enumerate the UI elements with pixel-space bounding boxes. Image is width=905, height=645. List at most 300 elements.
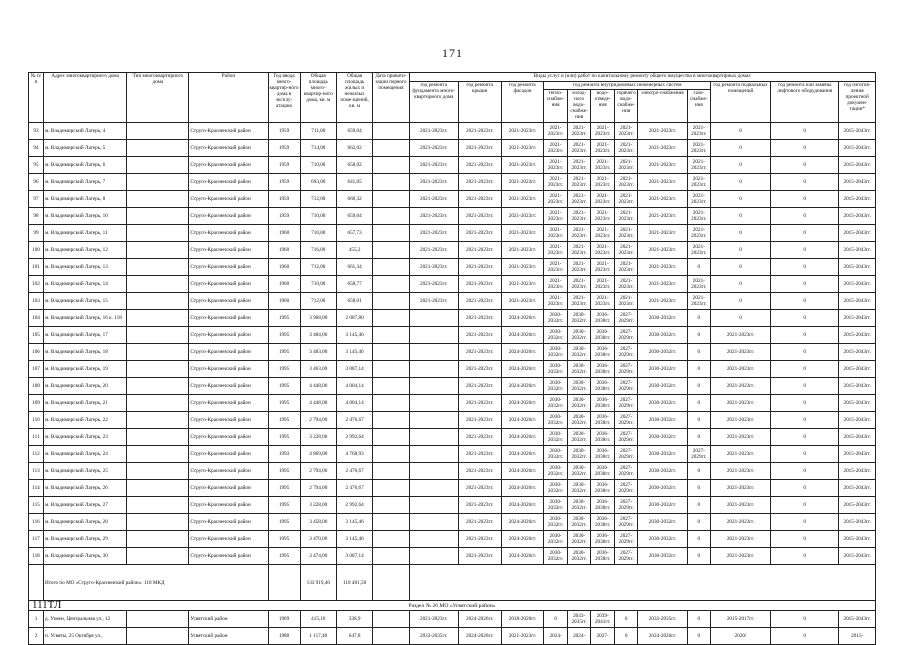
col-living-area: Общая площадь жилых и нежилых поме-щений, кв. м [336, 73, 372, 123]
cell-living-area: 455,2 [336, 242, 372, 259]
cell-estimate: 2015-2043гг. [839, 412, 876, 429]
cell-gas: 0 [687, 548, 711, 565]
cell-living-area: 661,34 [336, 259, 372, 276]
cell-total-area: 710,00 [300, 225, 336, 242]
cell-district: Струго-Красненский район [189, 208, 268, 225]
cell-sewerage: 2021-2023гг. [591, 259, 615, 276]
cell-heating: 2030-2032гг. [544, 446, 568, 463]
cell-type [127, 242, 189, 259]
col-foundation: год ремонта фундамента много-квартирного дома [409, 82, 458, 123]
cell-privat [373, 463, 409, 480]
cell-district: Струго-Красненский район [189, 174, 268, 191]
cell-living-area: 3 145,46 [336, 514, 372, 531]
cell-address: м. Владимирский Лагерь, 15 [43, 293, 126, 310]
table-row [29, 344, 876, 361]
cell-heating: 2030-2032гг. [544, 395, 568, 412]
cell-district: Струго-Красненский район [189, 480, 268, 497]
cell-sewerage: 2036-2038гг. [591, 344, 615, 361]
cell-elevator: 0 [770, 611, 838, 628]
cell-foundation: 2021-2023гг. [409, 208, 458, 225]
cell-elevator: 0 [770, 480, 838, 497]
col-basement: год ремонта подвальных помещений [711, 82, 771, 123]
col-cold-water: холод-ного водо-снабже-ния [567, 90, 591, 123]
cell-type [127, 344, 189, 361]
cell-gas: 2021-2023гг. [687, 225, 711, 242]
cell-type [127, 548, 189, 565]
cell-privat [373, 548, 409, 565]
cell-num: 93 [29, 123, 44, 140]
cell-type [127, 361, 189, 378]
cell-year: 1959 [268, 140, 300, 157]
cell-num: 102 [29, 276, 44, 293]
cell-electricity: 2030-2032гг. [638, 412, 687, 429]
cell-elevator: 0 [770, 497, 838, 514]
cell-elevator: 0 [770, 123, 838, 140]
cell-hot-water: 0 [614, 611, 638, 628]
cell-total-area: 3 228,00 [300, 429, 336, 446]
cell-facade: 2024-2026гг. [501, 361, 544, 378]
cell-total-area: 3 483,00 [300, 344, 336, 361]
table-row [29, 310, 876, 327]
cell-foundation [409, 480, 458, 497]
cell-estimate: 2015-2043гг. [839, 531, 876, 548]
cell-address: м. Владимирский Лагерь, 5 [43, 140, 126, 157]
cell-facade: 2024-2026гг. [501, 327, 544, 344]
cell-total-area: 4 448,00 [300, 395, 336, 412]
cell-heating: 2030-2032гг. [544, 429, 568, 446]
cell-year: 1995 [268, 548, 300, 565]
cell-roof: 2021-2023гг. [458, 395, 501, 412]
cell-sewerage: 2021-2023гг. [591, 208, 615, 225]
cell-hot-water: 2021-2023гг. [614, 225, 638, 242]
cell-foundation [409, 412, 458, 429]
cell-facade: 2021-2023гг. [501, 225, 544, 242]
cell-living-area: 3 145,46 [336, 531, 372, 548]
cell-privat [373, 242, 409, 259]
cell-district: Струго-Красненский район [189, 497, 268, 514]
cell-district: Струго-Красненский район [189, 378, 268, 395]
cell-privat [373, 191, 409, 208]
cell-num: 2 [29, 628, 44, 645]
cell-privat [373, 276, 409, 293]
cell-year: 1995 [268, 429, 300, 446]
cell-year: 1960 [268, 259, 300, 276]
table-header [29, 73, 876, 123]
cell-total-area: 693,00 [300, 174, 336, 191]
cell-facade: 2024-2026гг. [501, 497, 544, 514]
cell-electricity: 2030-2032гг. [638, 497, 687, 514]
cell-year: 1995 [268, 497, 300, 514]
cell-cold-water: 2021-2023гг. [567, 208, 591, 225]
cell-type [127, 276, 189, 293]
cell-foundation [409, 327, 458, 344]
cell-electricity: 2021-2023гг. [638, 157, 687, 174]
table-row [29, 497, 876, 514]
cell-facade: 2018-2020гг. [501, 611, 544, 628]
cell-address: м. Владимирский Лагерь, 30 [43, 548, 126, 565]
cell-foundation [409, 395, 458, 412]
cell-estimate: 2015-2043гг. [839, 480, 876, 497]
cell-privat [373, 480, 409, 497]
cell-cold-water: 2021-2023гг. [567, 242, 591, 259]
cell-estimate: 2015-2043гг. [839, 429, 876, 446]
cell-gas: 0 [687, 497, 711, 514]
cell-hot-water: 2027-2029гг. [614, 480, 638, 497]
cell-cold-water: 2030-2032гг. [567, 531, 591, 548]
cell-sewerage: 2036-2038гг. [591, 412, 615, 429]
cell-cold-water: 2030-2032гг. [567, 344, 591, 361]
cell-estimate: 2015-2043гг. [839, 276, 876, 293]
cell-basement: 0 [711, 140, 771, 157]
cell-cold-water: 2030-2032гг. [567, 497, 591, 514]
cell-address: д. Узмен, Центральная ул., 12 [43, 611, 126, 628]
cell-living-area: 658,77 [336, 276, 372, 293]
cell-basement: 2021-2023гг. [711, 514, 771, 531]
cell-type [127, 327, 189, 344]
cell-gas: 0 [687, 259, 711, 276]
cell-basement: 2021-2023гг. [711, 412, 771, 429]
cell-estimate: 2015-2043гг. [839, 123, 876, 140]
cell-district: Струго-Красненский район [189, 548, 268, 565]
cell-sewerage: 2036-2038гг. [591, 514, 615, 531]
cell-electricity: 2033-2035гг. [638, 611, 687, 628]
cell-type [127, 463, 189, 480]
cell-num: 110 [29, 412, 44, 429]
cell-total-area: 415,10 [300, 611, 336, 628]
col-year: Год ввода много-квартир-ного дома в эксплу-атацию [268, 73, 300, 123]
cell-foundation [409, 429, 458, 446]
cell-privat [373, 429, 409, 446]
cell-type [127, 446, 189, 463]
cell-roof: 2021-2023гг. [458, 412, 501, 429]
cell-num: 115 [29, 497, 44, 514]
cell-total-area: 2 794,00 [300, 480, 336, 497]
cell-roof: 2021-2023гг. [458, 446, 501, 463]
cell-foundation [409, 463, 458, 480]
cell-hot-water: 2027-2029гг. [614, 463, 638, 480]
cell-gas: 0 [687, 361, 711, 378]
col-num: № п/п [29, 73, 44, 123]
cell-basement: 0 [711, 123, 771, 140]
cell-estimate: 2015-2043гг. [839, 395, 876, 412]
cell-type [127, 412, 189, 429]
cell-roof: 2021-2023гг. [458, 259, 501, 276]
cell-hot-water: 2027-2029гг. [614, 514, 638, 531]
cell-facade: 2021-2023гг. [501, 259, 544, 276]
cell-electricity: 2030-2032гг. [638, 446, 687, 463]
cell-roof: 2021-2023гг. [458, 514, 501, 531]
cell-cold-water: 2021-2023гг. [567, 293, 591, 310]
cell-hot-water: 2021-2023гг. [614, 276, 638, 293]
cell-electricity: 2030-2032гг. [638, 344, 687, 361]
cell-privat [373, 514, 409, 531]
table-row [29, 611, 876, 628]
cell-sewerage: 2036-2038гг. [591, 531, 615, 548]
cell-address: м. Владимирский Лагерь, 13 [43, 259, 126, 276]
cell-foundation [409, 446, 458, 463]
cell-roof: 2021-2023гг. [458, 208, 501, 225]
cell-electricity: 2030-2032гг. [638, 463, 687, 480]
cell-num: 103 [29, 293, 44, 310]
cell-privat [373, 446, 409, 463]
cell-sewerage: 2039-2041гг. [591, 611, 615, 628]
cell-roof: 2021-2023гг. [458, 548, 501, 565]
cell-sewerage: 2021-2023гг. [591, 174, 615, 191]
cell-living-area: 3 145,46 [336, 327, 372, 344]
cell-roof: 2024-2026гг. [458, 611, 501, 628]
cell-elevator: 0 [770, 395, 838, 412]
total-living-area-value: 118 481,50 [336, 565, 372, 601]
cell-hot-water: 2027-2029гг. [614, 361, 638, 378]
cell-electricity: 2021-2023гг. [638, 191, 687, 208]
cell-total-area: 3 484,00 [300, 327, 336, 344]
cell-total-area: 1 117,40 [300, 628, 336, 645]
cell-roof: 2021-2023гг. [458, 344, 501, 361]
cell-total-area: 710,00 [300, 276, 336, 293]
cell-elevator: 0 [770, 531, 838, 548]
cell-privat [373, 259, 409, 276]
cell-estimate: 2015-2043гг. [839, 293, 876, 310]
cell-heating: 2021-2023гг. [544, 208, 568, 225]
cell-type [127, 225, 189, 242]
cell-year: 1995 [268, 531, 300, 548]
cell-living-area: 338,9 [336, 611, 372, 628]
cell-foundation: 2021-2023гг. [409, 276, 458, 293]
cell-elevator: 0 [770, 174, 838, 191]
cell-num: 118 [29, 548, 44, 565]
cell-elevator: 0 [770, 208, 838, 225]
cell-roof: 2021-2023гг. [458, 361, 501, 378]
cell-electricity: 2030-2032гг. [638, 310, 687, 327]
table-row [29, 446, 876, 463]
cell-living-area: 658,01 [336, 293, 372, 310]
cell-roof: 2021-2023гг. [458, 242, 501, 259]
cell-hot-water: 2027-2029гг. [614, 310, 638, 327]
cell-cold-water: 2030-2032гг. [567, 514, 591, 531]
cell-basement: 2021-2023гг. [711, 548, 771, 565]
cell-type [127, 191, 189, 208]
cell-privat [373, 531, 409, 548]
cell-heating: 2030-2032гг. [544, 412, 568, 429]
cell-cold-water: 2021-2023гг. [567, 157, 591, 174]
cell-sewerage: 2021-2023гг. [591, 225, 615, 242]
cell-type [127, 140, 189, 157]
cell-roof: 2021-2023гг. [458, 123, 501, 140]
cell-gas: 0 [687, 611, 711, 628]
cell-heating: 2030-2032гг. [544, 310, 568, 327]
cell-foundation: 2021-2023гг. [409, 157, 458, 174]
cell-electricity: 2030-2032гг. [638, 361, 687, 378]
cell-facade: 2024-2026гг. [501, 514, 544, 531]
cell-hot-water: 2027-2029гг. [614, 429, 638, 446]
cell-hot-water: 2027-2029гг. [614, 548, 638, 565]
cell-year: 1959 [268, 157, 300, 174]
cell-year: 1995 [268, 395, 300, 412]
cell-roof: 2021-2023гг. [458, 174, 501, 191]
cell-hot-water: 2027-2029гг. [614, 395, 638, 412]
cell-living-area: 2 087,80 [336, 310, 372, 327]
col-works-group: Виды услуг и (или) работ по капитальному ремонту общего имущества в многоквартирных домах [409, 73, 875, 82]
cell-hot-water: 2027-2029гг. [614, 531, 638, 548]
cell-num: 97 [29, 191, 44, 208]
cell-living-area: 662,02 [336, 140, 372, 157]
cell-privat [373, 327, 409, 344]
cell-address: м. Владимирский Лагерь, 11 [43, 225, 126, 242]
cell-roof: 2021-2023гг. [458, 327, 501, 344]
cell-basement: 2021-2023гг. [711, 531, 771, 548]
col-electricity: электро-снабжения [638, 90, 687, 123]
cell-gas: 0 [687, 628, 711, 645]
cell-privat [373, 344, 409, 361]
cell-facade: 2024-2026гг. [501, 310, 544, 327]
cell-facade: 2021-2023гг. [501, 208, 544, 225]
cell-basement: 0 [711, 242, 771, 259]
cell-year: 1960 [268, 293, 300, 310]
cell-estimate: 2015-2043гг. [839, 191, 876, 208]
cell-privat [373, 310, 409, 327]
table-row [29, 242, 876, 259]
cell-num: 116 [29, 514, 44, 531]
cell-electricity: 2030-2032гг. [638, 548, 687, 565]
total-label: Итого по МО «Струго-Красненский район»: 118 МКД [43, 565, 268, 601]
cell-gas: 2027-2029гг. [687, 446, 711, 463]
cell-sewerage: 2036-2038гг. [591, 497, 615, 514]
cell-sewerage: 2036-2038гг. [591, 378, 615, 395]
cell-heating: 2030-2032гг. [544, 531, 568, 548]
total-row [29, 565, 876, 601]
cell-privat [373, 378, 409, 395]
cell-address: м. Владимирский Лагерь, 27 [43, 497, 126, 514]
cell-electricity: 2021-2023гг. [638, 276, 687, 293]
cell-basement: 2021-2023гг. [711, 327, 771, 344]
cell-living-area: 2 476,67 [336, 412, 372, 429]
cell-num: 117 [29, 531, 44, 548]
cell-privat [373, 225, 409, 242]
cell-heating: 2030-2032гг. [544, 327, 568, 344]
cell-foundation [409, 497, 458, 514]
cell-basement: 0 [711, 310, 771, 327]
cell-elevator: 0 [770, 293, 838, 310]
section-row [29, 601, 876, 611]
col-total-area: Общая площадь много-квартир-ного дома, кв. м [300, 73, 336, 123]
cell-basement: 2021-2023гг. [711, 446, 771, 463]
cell-estimate: 2015-2043гг. [839, 310, 876, 327]
cell-electricity: 2030-2032гг. [638, 531, 687, 548]
cell-sewerage: 2036-2038гг. [591, 548, 615, 565]
cell-sewerage: 2021-2023гг. [591, 242, 615, 259]
cell-gas: 0 [687, 327, 711, 344]
cell-heating: 2030-2032гг. [544, 480, 568, 497]
cell-sewerage: 2036-2038гг. [591, 395, 615, 412]
cell-address: м. Владимирский Лагерь, 26 [43, 480, 126, 497]
cell-elevator: 0 [770, 446, 838, 463]
cell-total-area: 710,00 [300, 208, 336, 225]
cell-gas: 2021-2023гг. [687, 174, 711, 191]
table-row [29, 140, 876, 157]
cell-hot-water: 2027-2029гг. [614, 412, 638, 429]
cell-num: 1 [29, 611, 44, 628]
cell-heating: 2021-2023гг. [544, 225, 568, 242]
cell-hot-water: 2021-2023гг. [614, 293, 638, 310]
cell-hot-water: 2027-2029гг. [614, 344, 638, 361]
cell-roof: 2021-2023гг. [458, 225, 501, 242]
cell-living-area: 647,8 [336, 628, 372, 645]
cell-sewerage: 2036-2038гг. [591, 310, 615, 327]
cell-total-area: 2 794,00 [300, 463, 336, 480]
cell-year: 1959 [268, 191, 300, 208]
cell-gas: 0 [687, 463, 711, 480]
cell-cold-water: 2021-2023гг. [567, 123, 591, 140]
cell-gas: 0 [687, 514, 711, 531]
cell-elevator: 0 [770, 361, 838, 378]
cell-facade: 2021-2023гг. [501, 276, 544, 293]
cell-district: Струго-Красненский район [189, 242, 268, 259]
cell-privat [373, 293, 409, 310]
table-row [29, 480, 876, 497]
cell-district: Усвятский район [189, 628, 268, 645]
cell-district: Струго-Красненский район [189, 123, 268, 140]
cell-estimate: 2015-2043гг. [839, 225, 876, 242]
cell-district: Струго-Красненский район [189, 395, 268, 412]
cell-estimate: 2015-2043гг. [839, 611, 876, 628]
cell-year: 1980 [268, 628, 300, 645]
cell-total-area: 712,00 [300, 293, 336, 310]
cell-estimate: 2015-2043гг. [839, 361, 876, 378]
cell-year: 1995 [268, 344, 300, 361]
cell-roof: 2021-2023гг. [458, 293, 501, 310]
table-row [29, 259, 876, 276]
cell-gas: 0 [687, 395, 711, 412]
cell-facade: 2024-2026гг. [501, 446, 544, 463]
cell-district: Струго-Красненский район [189, 361, 268, 378]
cell-address: м. Владимирский Лагерь, 12 [43, 242, 126, 259]
cell-address: м. Владимирский Лагерь, 20 [43, 378, 126, 395]
cell-heating: 2030-2032гг. [544, 344, 568, 361]
table-row [29, 429, 876, 446]
cell-facade: 2021-2023гг. [501, 174, 544, 191]
cell-type [127, 497, 189, 514]
cell-total-area: 3 470,00 [300, 531, 336, 548]
cell-foundation [409, 548, 458, 565]
cell-electricity: 2030-2032гг. [638, 378, 687, 395]
cell-address: м. Владимирский Лагерь, 7 [43, 174, 126, 191]
cell-basement: 2015-2017гг. [711, 611, 771, 628]
cell-address: м. Владимирский Лагерь, 21 [43, 395, 126, 412]
table-row [29, 463, 876, 480]
cell-hot-water: 2021-2023гг. [614, 208, 638, 225]
cell-sewerage: 2036-2038гг. [591, 446, 615, 463]
cell-num: 104 [29, 310, 44, 327]
cell-num: 112 [29, 446, 44, 463]
cell-privat [373, 611, 409, 628]
cell-living-area: 3 087,14 [336, 548, 372, 565]
cell-living-area: 3 087,14 [336, 361, 372, 378]
cell-year: 1995 [268, 480, 300, 497]
cell-num: 95 [29, 157, 44, 174]
cell-type [127, 174, 189, 191]
cell-address: м. Владимирский Лагерь, 22 [43, 412, 126, 429]
cell-total-area: 712,00 [300, 191, 336, 208]
cell-heating: 2030-2032гг. [544, 378, 568, 395]
cell-district: Струго-Красненский район [189, 293, 268, 310]
cell-foundation [409, 531, 458, 548]
cell-estimate: 2015-2043гг. [839, 327, 876, 344]
cell-address: м. Владимирский Лагерь, 16 к. 118 [43, 310, 126, 327]
cell-estimate: 2015-2043гг. [839, 514, 876, 531]
cell-cold-water: 2030-2032гг. [567, 548, 591, 565]
cell-address: м. Владимирский Лагерь, 23 [43, 429, 126, 446]
table-row [29, 514, 876, 531]
